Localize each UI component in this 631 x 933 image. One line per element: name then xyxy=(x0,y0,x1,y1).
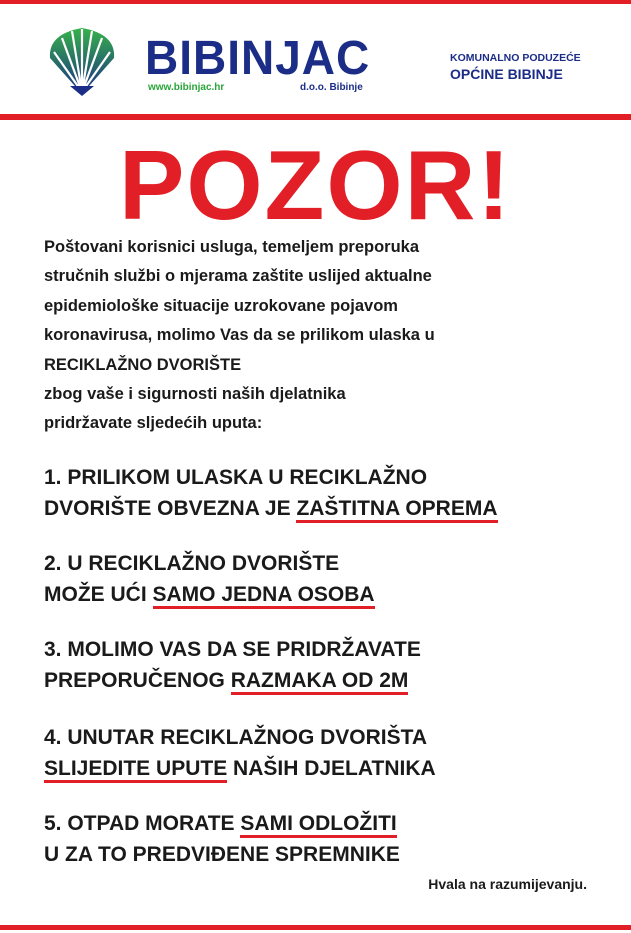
intro-line: zbog vaše i sigurnosti naših djelatnika xyxy=(44,385,346,404)
rule-emphasis: RAZMAKA OD 2M xyxy=(231,669,409,695)
org-line-1: KOMUNALNO PODUZEĆE xyxy=(450,52,581,64)
intro-line: Poštovani korisnici usluga, temeljem preporuka xyxy=(44,238,420,256)
website-link[interactable]: www.bibinjac.hr xyxy=(148,82,225,93)
rule-text: NAŠIH DJELATNIKA xyxy=(227,757,436,780)
rule-3-line-2 xyxy=(44,665,408,696)
intro-line: koronavirusa, molimo Vas da se prilikom ulaska u xyxy=(44,326,435,345)
header-divider-bar xyxy=(0,114,631,120)
intro-line: RECIKLAŽNO DVORIŠTE xyxy=(44,355,242,374)
legal-form: d.o.o. Bibinje xyxy=(300,82,363,93)
rule-4-line-2 xyxy=(44,753,436,784)
rule-4-line-1: 4. UNUTAR RECIKLAŽNOG DVORIŠTA xyxy=(44,726,428,749)
rule-1-line-1: 1. PRILIKOM ULASKA U RECIKLAŽNO xyxy=(44,466,428,489)
rule-emphasis: ZAŠTITNA OPREMA xyxy=(296,497,497,523)
rule-2-line-2 xyxy=(44,579,375,610)
rule-text: PREPORUČENOG xyxy=(44,669,231,692)
rule-text: MOŽE UĆI xyxy=(44,583,153,606)
rule-emphasis: SAMI ODLOŽITI xyxy=(240,812,396,838)
rule-5-line-1 xyxy=(44,808,397,839)
rule-5-line-2: U ZA TO PREDVIĐENE SPREMNIKE xyxy=(44,843,400,866)
rule-2-line-1: 2. U RECIKLAŽNO DVORIŠTE xyxy=(44,552,340,575)
thanks-note: Hvala na razumijevanju. xyxy=(428,876,587,892)
intro-line: epidemiološke situacije uzrokovane pojavom xyxy=(44,296,398,315)
intro-line: pridržavate sljedećih uputa: xyxy=(44,414,263,433)
rule-text: 5. OTPAD MORATE xyxy=(44,812,241,835)
org-line-2: OPĆINE BIBINJE xyxy=(450,66,563,82)
intro-line: stručnih službi o mjerama zaštite uslijed aktualne xyxy=(44,267,432,286)
shell-logo-icon xyxy=(44,24,120,96)
brand-name: BIBINJAC xyxy=(145,29,371,85)
bottom-red-bar xyxy=(0,925,631,930)
rule-emphasis: SAMO JEDNA OSOBA xyxy=(153,583,375,609)
rule-1-line-2 xyxy=(44,493,498,524)
warning-title: POZOR! xyxy=(118,130,513,240)
intro-paragraph xyxy=(44,233,604,439)
rule-3-line-1: 3. MOLIMO VAS DA SE PRIDRŽAVATE xyxy=(44,638,421,661)
top-red-bar xyxy=(0,0,631,4)
rule-text: DVORIŠTE OBVEZNA JE xyxy=(44,497,297,520)
rule-emphasis: SLIJEDITE UPUTE xyxy=(44,757,227,783)
